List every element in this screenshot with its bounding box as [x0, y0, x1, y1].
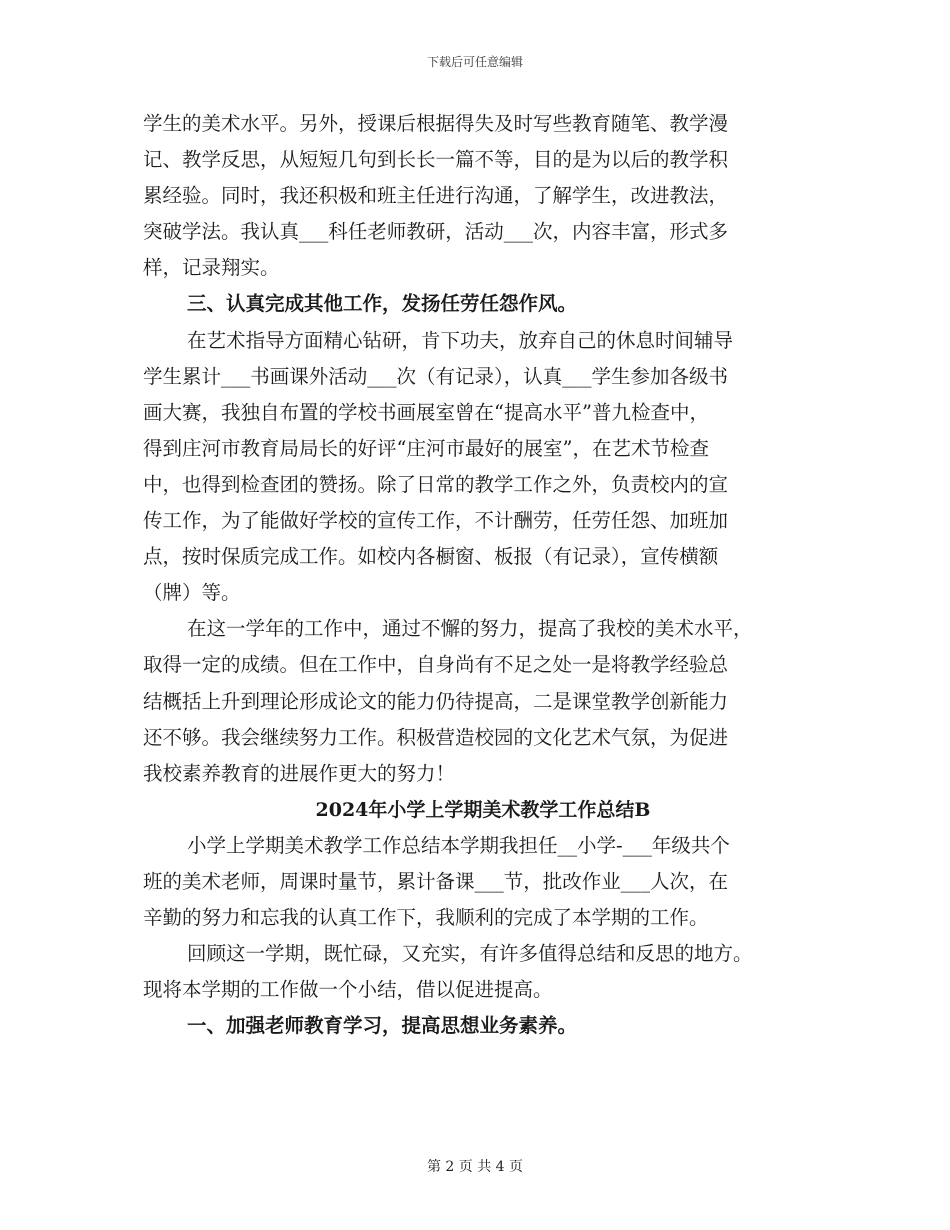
section-heading: 一、加强老师教育学习，提高思想业务素养。	[187, 1014, 578, 1038]
body-line: 小学上学期美术教学工作总结本学期我担任__小学-___年级共个	[187, 833, 730, 857]
body-line: 现将本学期的工作做一个小结，借以促进提高。	[143, 978, 553, 1002]
body-line: 点，按时保质完成工作。如校内各橱窗、板报（有记录），宣传横额	[143, 545, 719, 569]
body-line: 在这一学年的工作中，通过不懈的努力，提高了我校的美术水平，	[187, 617, 753, 641]
body-line: 传工作，为了能做好学校的宣传工作，不计酬劳，任劳任怨、加班加	[143, 509, 729, 533]
body-line: 中，也得到检查团的赞扬。除了日常的教学工作之外，负责校内的宣	[143, 472, 729, 496]
body-line: 学生累计___书画课外活动___次（有记录），认真___学生参加各级书	[143, 364, 729, 388]
page-footer: 第 2 页 共 4 页	[426, 1159, 524, 1175]
body-line: （牌）等。	[143, 581, 241, 605]
body-line: 辛勤的努力和忘我的认真工作下，我顺利的完成了本学期的工作。	[143, 906, 709, 930]
page-header: 下载后可任意编辑	[426, 55, 523, 69]
body-line: 还不够。我会继续努力工作。积极营造校园的文化艺术气氛，为促进	[143, 725, 729, 749]
body-line: 得到庄河市教育局局长的好评“庄河市最好的展室”，在艺术节检查	[143, 436, 709, 460]
body-line: 回顾这一学期，既忙碌，又充实，有许多值得总结和反思的地方。	[187, 942, 753, 966]
section-heading: 三、认真完成其他工作，发扬任劳任怨作风。	[187, 292, 578, 316]
body-line: 画大赛，我独自布置的学校书画展室曾在“提高水平”普九检查中，	[143, 400, 709, 424]
body-line: 学生的美术水平。另外，授课后根据得失及时写些教育随笔、教学漫	[143, 112, 729, 135]
body-line: 突破学法。我认真___科任老师教研，活动___次，内容丰富，形式多	[143, 220, 729, 244]
body-line: 样，记录翔实。	[143, 256, 280, 280]
body-line: 累经验。同时，我还积极和班主任进行沟通，了解学生，改进教法，	[143, 184, 729, 208]
body-line: 记、教学反思，从短短几句到长长一篇不等，目的是为以后的教学积	[143, 148, 729, 172]
body-line: 取得一定的成绩。但在工作中，自身尚有不足之处一是将教学经验总	[143, 653, 729, 677]
body-line: 结概括上升到理论形成论文的能力仍待提高，二是课堂教学创新能力	[143, 689, 729, 713]
body-line: 班的美术老师，周课时量节，累计备课___节，批改作业___人次，在	[143, 869, 729, 893]
body-line: 我校素养教育的进展作更大的努力！	[143, 761, 456, 785]
body-line: 在艺术指导方面精心钻研，肯下功夫，放弃自己的休息时间辅导	[187, 328, 734, 352]
document-body	[143, 106, 823, 1044]
document-title: 2024年小学上学期美术教学工作总结B	[315, 798, 651, 821]
